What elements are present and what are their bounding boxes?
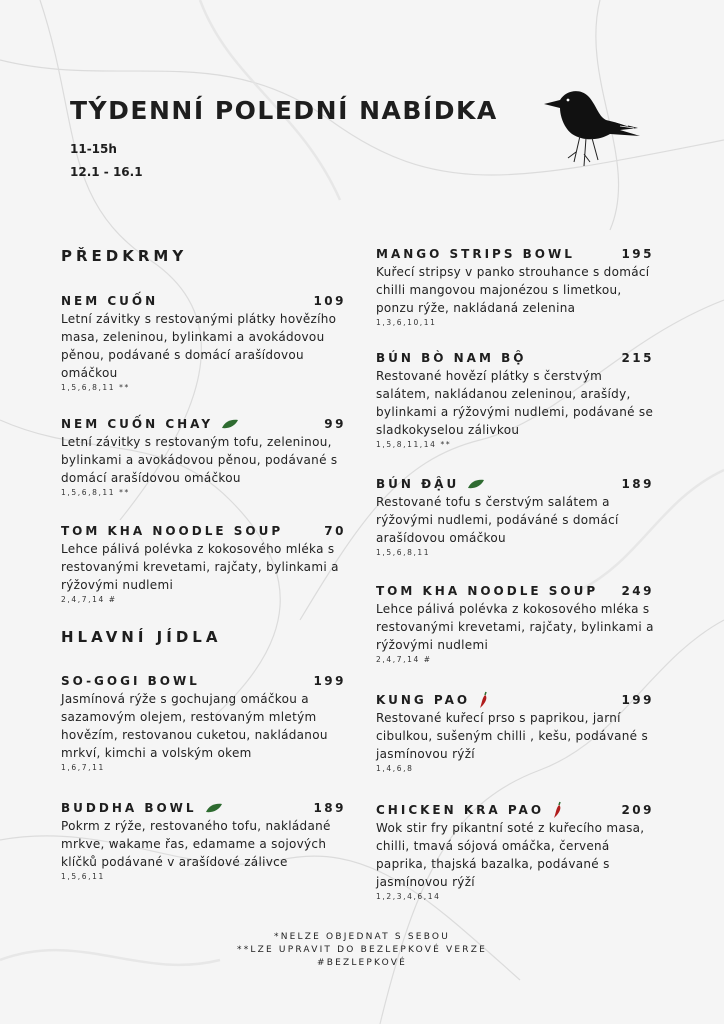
menu-item: [61, 800, 346, 881]
item-description: Lehce pálivá polévka z kokosového mléka s restovanými krevetami, rajčaty, bylinkami a rýžovými nudlemi: [61, 542, 339, 592]
footer-note-glutenfree: #BEZLEPKOVÉ: [316, 958, 408, 968]
menu-item: [61, 523, 346, 604]
item-description: Pokrm z rýže, restovaného tofu, nakládané mrkve, wakame řas, edamame a sojových klíčků podávané v arašídové zálivce: [61, 819, 331, 869]
footer-notes: [0, 931, 724, 970]
item-name: CHICKEN KRA PAO: [376, 803, 545, 817]
item-name: NEM CUỐN CHAY: [61, 417, 214, 431]
item-description: Restované hovězí plátky s čerstvým salátem, nakládanou zeleninou, arašídy, bylinkami a rýžovými nudlemi, podávané se sladkokyselou zálivkou: [376, 369, 654, 437]
menu-item: [61, 673, 346, 772]
page-title: TÝDENNÍ POLEDNÍ NABÍDKA: [70, 96, 498, 125]
item-price: 99: [324, 417, 346, 431]
item-name: TOM KHA NOODLE SOUP: [376, 584, 599, 598]
item-name: BÚN ĐẬU: [376, 477, 460, 491]
item-description: Letní závitky s restovaným tofu, zeleninou, bylinkami a avokádovou pěnou, podávané s domácí arašídovou omáčkou: [61, 435, 338, 485]
menu-item: [376, 476, 654, 557]
chili-icon: [478, 691, 490, 709]
footer-note-takeaway: *NELZE OBJEDNAT S SEBOU: [274, 932, 450, 942]
item-allergens: 2,4,7,14 #: [61, 595, 117, 604]
item-name: SO-GOGI BOWL: [61, 674, 200, 688]
item-price: 209: [621, 803, 654, 817]
leaf-icon: [467, 479, 485, 489]
item-allergens: 2,4,7,14 #: [376, 655, 432, 664]
item-price: 249: [621, 584, 654, 598]
item-price: 199: [621, 693, 654, 707]
item-price: 199: [313, 674, 346, 688]
item-allergens: 1,2,3,4,6,14: [376, 892, 441, 901]
chili-icon: [552, 801, 564, 819]
leaf-icon: [221, 419, 239, 429]
item-allergens: 1,6,7,11: [61, 763, 105, 772]
menu-item: [376, 246, 654, 327]
item-allergens: 1,5,6,8,11 **: [61, 488, 130, 497]
item-name: MANGO STRIPS BOWL: [376, 247, 575, 261]
footer-note-glutenfree-option: **LZE UPRAVIT DO BEZLEPKOVÉ VERZE: [237, 945, 487, 955]
menu-item: [376, 583, 654, 664]
opening-hours: 11-15h: [70, 142, 117, 156]
menu-item: [61, 416, 346, 497]
item-allergens: 1,5,6,8,11: [376, 548, 431, 557]
item-name: TOM KHA NOODLE SOUP: [61, 524, 284, 538]
item-description: Lehce pálivá polévka z kokosového mléka s restovanými krevetami, rajčaty, bylinkami a rýžovými nudlemi: [376, 602, 654, 652]
item-name: KUNG PAO: [376, 693, 471, 707]
item-allergens: 1,4,6,8: [376, 764, 414, 773]
item-allergens: 1,5,8,11,14 **: [376, 440, 452, 449]
item-allergens: 1,5,6,8,11 **: [61, 383, 130, 392]
item-price: 189: [621, 477, 654, 491]
item-price: 109: [313, 294, 346, 308]
menu-item: [376, 692, 654, 773]
item-description: Restované kuřecí prso s paprikou, jarní cibulkou, sušeným chilli , kešu, podávané s jasmínovou rýží: [376, 711, 649, 761]
item-name: BÚN BÒ NAM BỘ: [376, 351, 527, 365]
item-price: 215: [621, 351, 654, 365]
item-name: NEM CUỐN: [61, 294, 159, 308]
item-price: 70: [324, 524, 346, 538]
item-description: Letní závitky s restovanými plátky hovězího masa, zeleninou, bylinkami a avokádovou pěnou, podávané s domácí arašídovou omáčkou: [61, 312, 337, 380]
section-title-mains: HLAVNÍ JÍDLA: [61, 628, 222, 646]
item-name: BUDDHA BOWL: [61, 801, 197, 815]
item-description: Jasmínová rýže s gochujang omáčkou a sazamovým olejem, restovaným mletým hovězím, restovanou cuketou, nakládanou mrkví, kimchi a volským okem: [61, 692, 328, 760]
item-allergens: 1,5,6,11: [61, 872, 105, 881]
item-description: Restované tofu s čerstvým salátem a rýžovými nudlemi, podáváné s domácí arašídovou omáčkou: [376, 495, 619, 545]
leaf-icon: [205, 803, 223, 813]
date-range: 12.1 - 16.1: [70, 165, 143, 179]
menu-item: [376, 802, 654, 901]
item-allergens: 1,3,6,10,11: [376, 318, 437, 327]
item-description: Wok stir fry pikantní soté z kuřecího masa, chilli, tmavá sójová omáčka, červená paprika, thajská bazalka, podávané s jasmínovou rýží: [376, 821, 645, 889]
item-price: 189: [313, 801, 346, 815]
menu-item: [61, 293, 346, 392]
item-description: Kuřecí stripsy v panko strouhance s domácí chilli mangovou majonézou s limetkou, ponzu rýže, nakládaná zelenina: [376, 265, 650, 315]
section-title-starters: PŘEDKRMY: [61, 247, 188, 265]
item-price: 195: [621, 247, 654, 261]
bird-logo: [540, 82, 646, 172]
menu-item: [376, 350, 654, 449]
